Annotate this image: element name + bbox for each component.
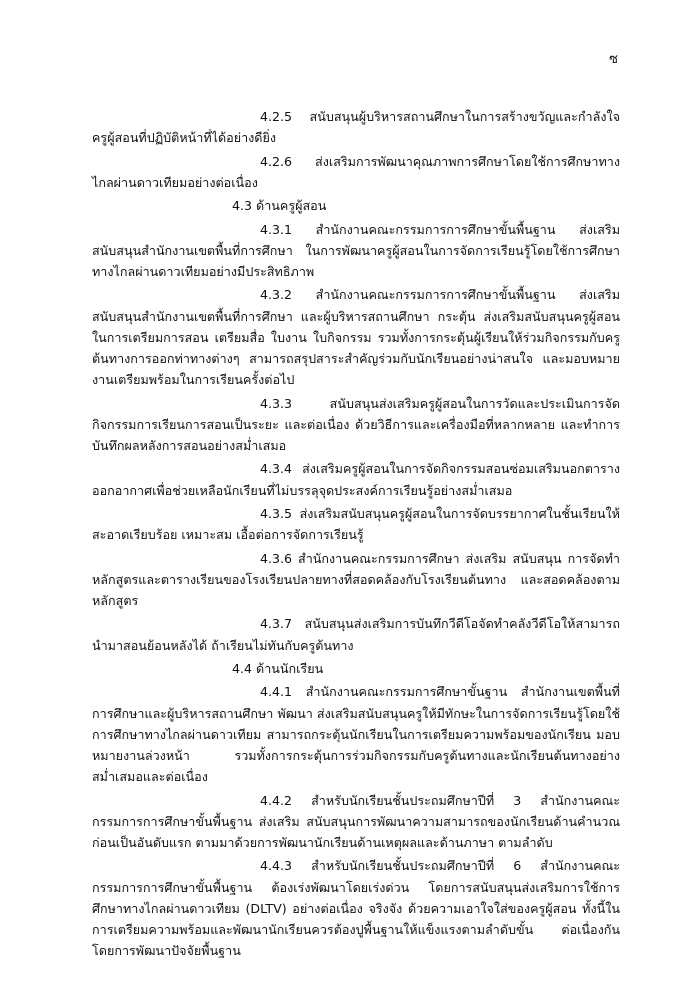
document-body (92, 106, 620, 964)
paragraph-4-3-5: 4.3.5 ส่งเสริมสนับสนุนครูผู้สอนในการจัดบรรยากาศในชั้นเรียนให้สะอาดเรียบร้อย เหมาะสม เอื้อต่อการจัดการเรียนรู้ (92, 505, 620, 543)
paragraph-4-4-1: 4.4.1 สำนักงานคณะกรรมการศึกษาขั้นฐาน สำนักงานเขตพื้นที่การศึกษาและผู้บริหารสถานศึกษา พัฒนา ส่งเสริมสนับสนุนครูให้มีทักษะในการจัดการเรียนรู้โดยใช้การศึกษาทางไกลผ่านดาวเทียม สามารถกระตุ้นนักเรียนในการเตรียมความพร้อมของนักเรียน มอบหมายงานล่วงหน้า รวมทั้งการกระตุ้นการร่วมกิจกรรมกับครูต้นทางและนักเรียนต้นทางอย่างสม่ำเสมอและต่อเนื่อง (92, 684, 620, 785)
paragraph-4-4-3: 4.4.3 สำหรับนักเรียนชั้นประถมศึกษาปีที่ 6 สำนักงานคณะกรรมการการศึกษาขั้นพื้นฐาน ต้องเร่งพัฒนาโดยเร่งด่วน โดยการสนับสนุนส่งเสริมการใช้การศึกษาทางไกลผ่านดาวเทียม (DLTV) อย่างต่อเนื่อง จริงจัง ด้วยความเอาใจใส่ของครูผู้สอน ทั้งนี้ในการเตรียมความพร้อมและพัฒนานักเรียนควรต้องปูพื้นฐานให้แข็งแรงตามลำดับขั้น ต่อเนื่องกัน โดยการพัฒนาปัจจัยพื้นฐาน (92, 858, 620, 959)
paragraph-4-3-4: 4.3.4 ส่งเสริมครูผู้สอนในการจัดกิจกรรมสอนซ่อมเสริมนอกตารางออกอากาศเพื่อช่วยเหลือนักเรียนที่ไม่บรรลุจุดประสงค์การเรียนรู้อย่างสม่ำเสมอ (92, 461, 620, 498)
section-heading-4-4: 4.4 ด้านนักเรียน (232, 660, 324, 676)
paragraph-4-3-7: 4.3.7 สนับสนุนส่งเสริมการบันทึกวีดีโอจัดทำคลังวีดีโอให้สามารถนำมาสอนย้อนหลังได้ ถ้าเรียนไม่ทันกับครูต้นทาง (92, 616, 620, 653)
paragraph-4-2-5: 4.2.5 สนับสนุนผู้บริหารสถานศึกษาในการสร้างขวัญและกำลังใจครูผู้สอนที่ปฏิบัติหน้าที่ได้อย่างดียิ่ง (92, 109, 620, 146)
page-number: ซ (609, 52, 618, 67)
paragraph-4-3-3: 4.3.3 สนับสนุนส่งเสริมครูผู้สอนในการวัดและประเมินการจัดกิจกรรมการเรียนการสอนเป็นระยะ และต่อเนื่อง ด้วยวิธีการและเครื่องมือที่หลากหลาย และทำการบันทึกผลหลังการสอนอย่างสม่ำเสมอ (92, 395, 620, 453)
paragraph-4-3-6: 4.3.6 สำนักงานคณะกรรมการศึกษา ส่งเสริม สนับสนุน การจัดทำหลักสูตรและตารางเรียนของโรงเรียนปลายทางที่สอดคล้องกับโรงเรียนต้นทาง และสอดคล้องตามหลักสูตร (92, 550, 620, 608)
paragraph-4-3-2: 4.3.2 สำนักงานคณะกรรมการการศึกษาขั้นพื้นฐาน ส่งเสริม สนับสนุนสำนักงานเขตพื้นที่การศึกษา และผู้บริหารสถานศึกษา กระตุ้น ส่งเสริมสนับสนุนครูผู้สอนในการเตรียมการสอน เตรียมสื่อ ใบงาน ใบกิจกรรม รวมทั้งการกระตุ้นผู้เรียนให้ร่วมกิจกรรมกับครูต้นทางการออกท่าทางต่างๆ สามารถสรุปสาระสำคัญร่วมกับนักเรียนอย่างน่าสนใจ และมอบหมายงานเตรียมพร้อมในการเรียนครั้งต่อไป (92, 287, 620, 388)
section-heading-4-3: 4.3 ด้านครูผู้สอน (232, 198, 327, 214)
paragraph-4-4-2: 4.4.2 สำหรับนักเรียนชั้นประถมศึกษาปีที่ 3 สำนักงานคณะกรรมการการศึกษาขั้นพื้นฐาน ส่งเสริม สนับสนุนการพัฒนาความสามารถของนักเรียนด้านคำนวณก่อนเป็นอันดับแรก ตามมาด้วยการพัฒนานักเรียนด้านเหตุผลและด้านภาษา ตามลำดับ (92, 792, 620, 850)
paragraph-4-3-1: 4.3.1 สำนักงานคณะกรรมการการศึกษาขั้นพื้นฐาน ส่งเสริม สนับสนุนสำนักงานเขตพื้นที่การศึกษา ในการพัฒนาครูผู้สอนในการจัดการเรียนรู้โดยใช้การศึกษาทางไกลผ่านดาวเทียมอย่างมีประสิทธิภาพ (92, 221, 620, 279)
paragraph-4-2-6: 4.2.6 ส่งเสริมการพัฒนาคุณภาพการศึกษาโดยใช้การศึกษาทางไกลผ่านดาวเทียมอย่างต่อเนื่อง (92, 153, 620, 190)
